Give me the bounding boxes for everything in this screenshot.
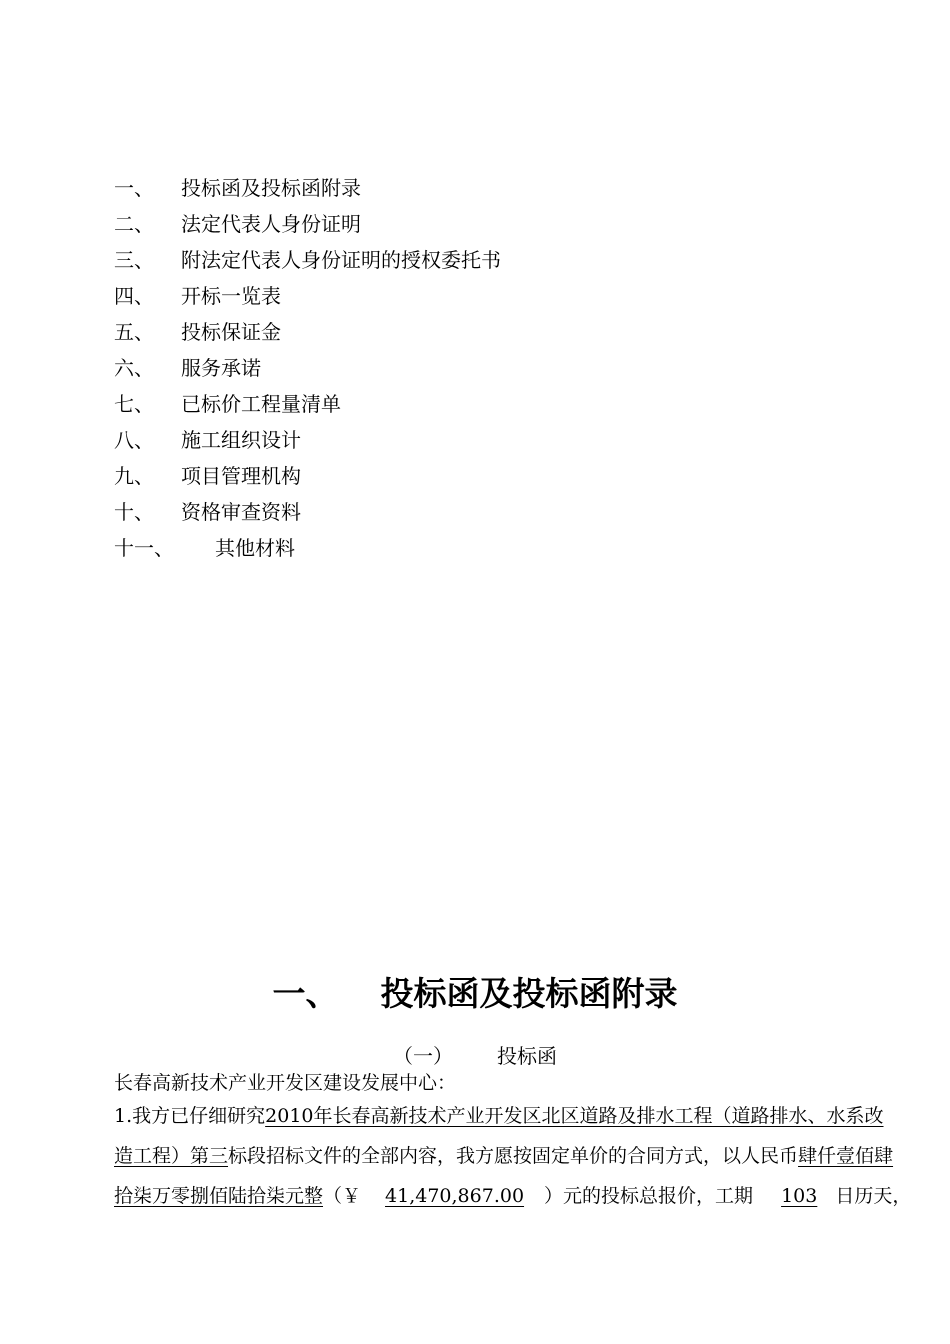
toc-item-number: 四、 [114,283,154,308]
duration-days: 103 [781,1185,818,1207]
toc-item [114,492,814,528]
sub-heading-title: 投标函 [497,1044,557,1068]
toc-item-label: 已标价工程量清单 [181,391,341,416]
toc-item-label: 其他材料 [215,535,295,560]
toc-item [114,168,814,204]
toc-item-number: 九、 [114,463,154,488]
clause-text: 标段招标文件的全部内容，我方愿按固定单价的合同方式，以人民币 [228,1145,799,1167]
amount-number: 41,470,867.00 [385,1185,525,1207]
toc-item-number: 八、 [114,427,154,452]
sub-heading [0,1040,950,1069]
toc-item-label: 附法定代表人身份证明的授权委托书 [181,247,501,272]
toc-item [114,528,814,564]
toc-item [114,348,814,384]
paragraph-line [114,1176,912,1216]
clause-prefix: 1.我方已仔细研究 [114,1105,266,1127]
toc-item-number: 七、 [114,391,154,416]
section-heading [0,968,950,1015]
toc-item-label: 法定代表人身份证明 [181,211,361,236]
toc-item [114,276,814,312]
section-heading-title: 投标函及投标函附录 [380,974,678,1013]
toc-item-number: 五、 [114,319,154,344]
table-of-contents [114,168,814,564]
toc-item-label: 投标函及投标函附录 [181,175,361,200]
toc-item-label: 服务承诺 [181,355,261,380]
toc-item-label: 开标一览表 [181,283,281,308]
toc-item-number: 十、 [114,499,154,524]
paragraph-line [114,1136,894,1176]
toc-item-number: 一、 [114,175,154,200]
sub-heading-number: （一） [393,1044,453,1068]
toc-item-label: 资格审查资料 [181,499,301,524]
amount-in-words-part1: 肆仟壹佰肆 [798,1145,894,1167]
toc-item-number: 十一、 [114,535,174,560]
toc-item [114,456,814,492]
project-name-part2: 造工程）第三 [114,1145,229,1167]
amount-close-text: ）元的投标总报价，工期 [544,1185,754,1207]
toc-item-number: 六、 [114,355,154,380]
amount-open-bracket: （￥ [323,1185,362,1207]
duration-suffix: 日历天， [835,1185,912,1207]
toc-item-label: 投标保证金 [181,319,281,344]
project-name-part1: 2010年长春高新技术产业开发区北区道路及排水工程（道路排水、水系改 [265,1105,884,1127]
toc-item-label: 项目管理机构 [181,463,301,488]
amount-in-words-part2: 拾柒万零捌佰陆拾柒元整 [114,1185,324,1207]
letter-addressee: 长春高新技术产业开发区建设发展中心： [114,1072,457,1094]
toc-item [114,312,814,348]
section-heading-number: 一、 [272,974,339,1013]
letter-paragraph [114,1096,912,1216]
toc-item-number: 二、 [114,211,154,236]
toc-item [114,204,814,240]
toc-item-number: 三、 [114,247,154,272]
toc-item [114,384,814,420]
toc-item-label: 施工组织设计 [181,427,301,452]
toc-item [114,420,814,456]
toc-item [114,240,814,276]
paragraph-line [114,1096,882,1136]
